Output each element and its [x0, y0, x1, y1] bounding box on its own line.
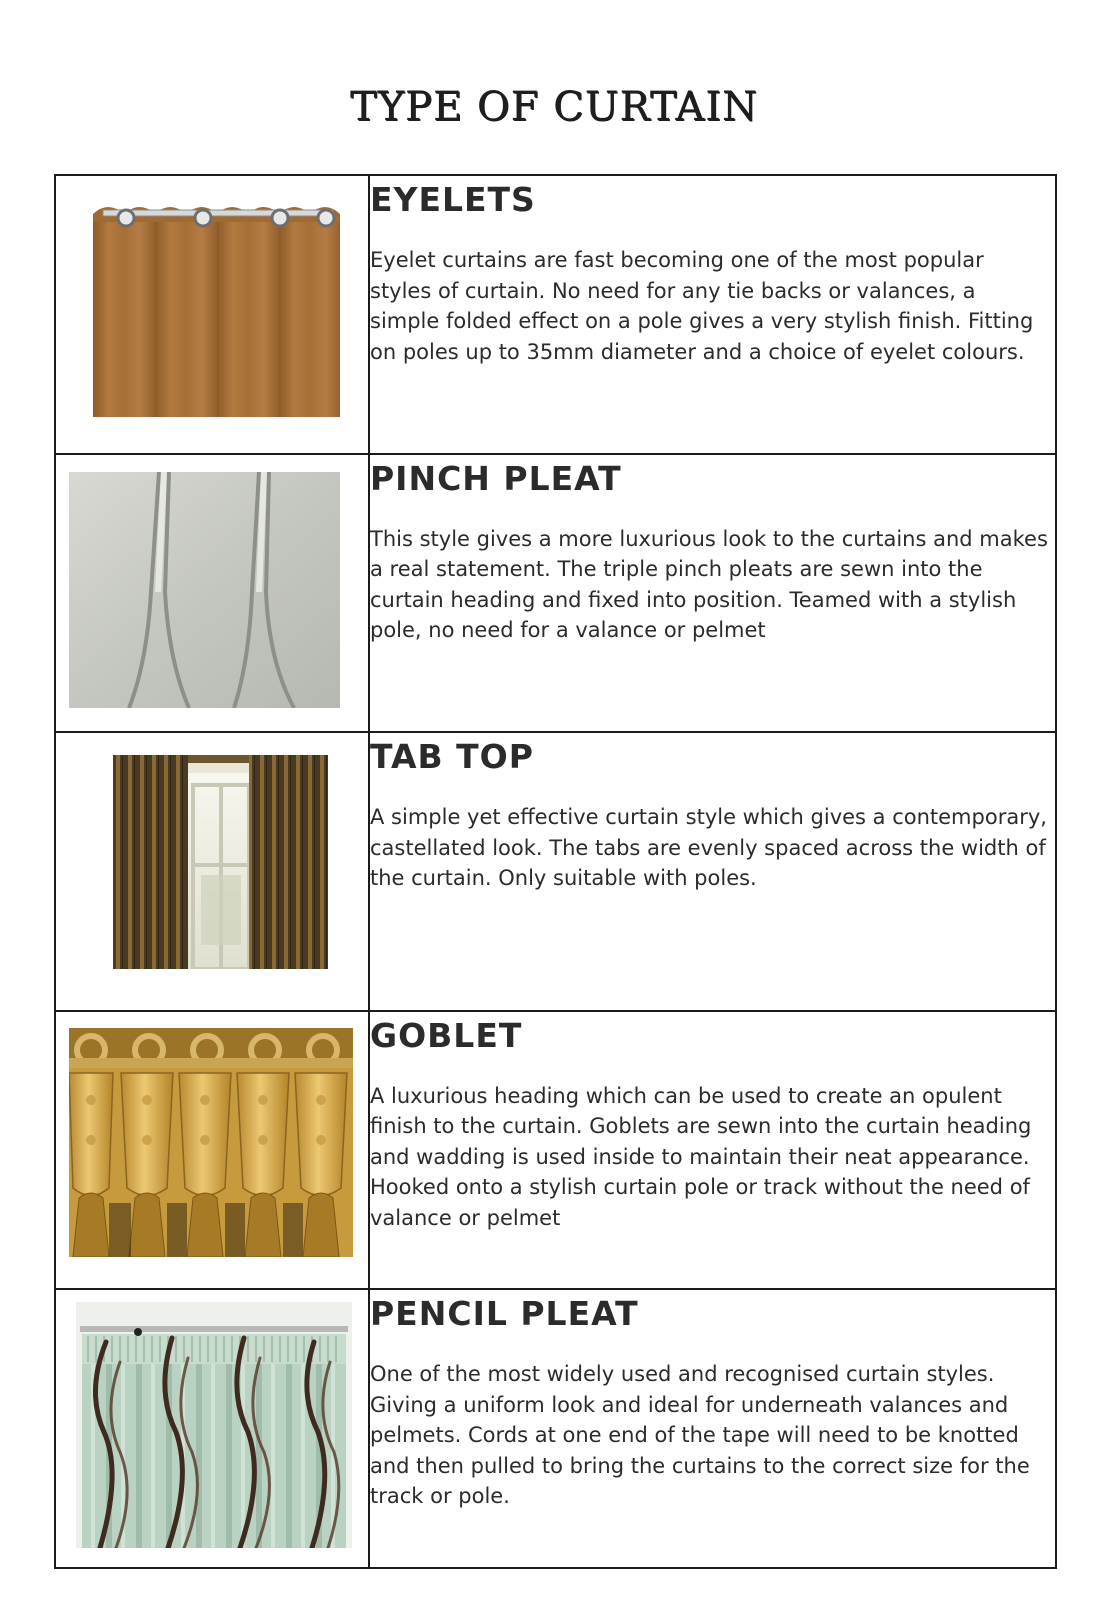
tab-top-curtain-image	[113, 755, 328, 969]
table-row-pinch-pleat	[55, 454, 1056, 733]
curtain-type-heading: EYELETS	[370, 180, 536, 219]
table-row-eyelets	[55, 175, 1056, 454]
goblet-curtain-image	[69, 1028, 353, 1257]
table-row-goblet	[55, 1011, 1056, 1290]
image-cell	[55, 1011, 369, 1290]
pencil-pleat-curtain-image	[76, 1302, 352, 1548]
image-cell	[55, 732, 369, 1011]
curtain-type-heading: PINCH PLEAT	[370, 458, 622, 498]
table-row-tab-top	[55, 732, 1056, 1011]
curtain-type-heading: GOBLET	[370, 1015, 523, 1055]
image-cell	[55, 1289, 369, 1568]
pinch-pleat-curtain-image	[69, 472, 340, 708]
text-cell	[369, 1289, 1056, 1568]
curtain-types-table	[54, 174, 1057, 1569]
text-cell	[369, 454, 1056, 733]
curtain-type-description: This style gives a more luxurious look to the curtains and makes a real statement. The triple pinch pleats are sewn into the curtain heading and fixed into position. Teamed with a stylish pole, no need for a valance or pelmet	[370, 526, 1048, 643]
text-cell	[369, 1011, 1056, 1290]
curtain-type-heading: TAB TOP	[370, 737, 534, 777]
eyelet-curtain-image	[93, 192, 340, 417]
text-cell	[369, 175, 1056, 454]
curtain-type-description: A luxurious heading which can be used to create an opulent finish to the curtain. Goblets are sewn into the curtain heading and wadding is used inside to maintain their neat appearance. Hooked onto a stylish curtain pole or track without the need of valance or pelmet	[370, 1083, 1032, 1230]
image-cell	[55, 454, 369, 733]
curtain-type-heading: PENCIL PLEAT	[370, 1294, 639, 1334]
image-cell	[55, 175, 369, 454]
table-row-pencil-pleat	[55, 1289, 1056, 1568]
text-cell	[369, 732, 1056, 1011]
curtain-type-description: A simple yet effective curtain style which gives a contemporary, castellated look. The tabs are evenly spaced across the width of the curtain. Only suitable with poles.	[370, 805, 1047, 891]
page-title: TYPE OF CURTAIN	[349, 84, 759, 130]
curtain-type-description: One of the most widely used and recognised curtain styles. Giving a uniform look and ideal for underneath valances and pelmets. Cords at one end of the tape will need to be knotted and then pulled to bring the curtains to the correct size for the track or pole.	[370, 1362, 1030, 1509]
curtain-type-description: Eyelet curtains are fast becoming one of the most popular styles of curtain. No need for any tie backs or valances, a simple folded effect on a pole gives a very stylish finish. Fitting on poles up to 35mm diameter and a choice of eyelet colours.	[370, 248, 1034, 364]
